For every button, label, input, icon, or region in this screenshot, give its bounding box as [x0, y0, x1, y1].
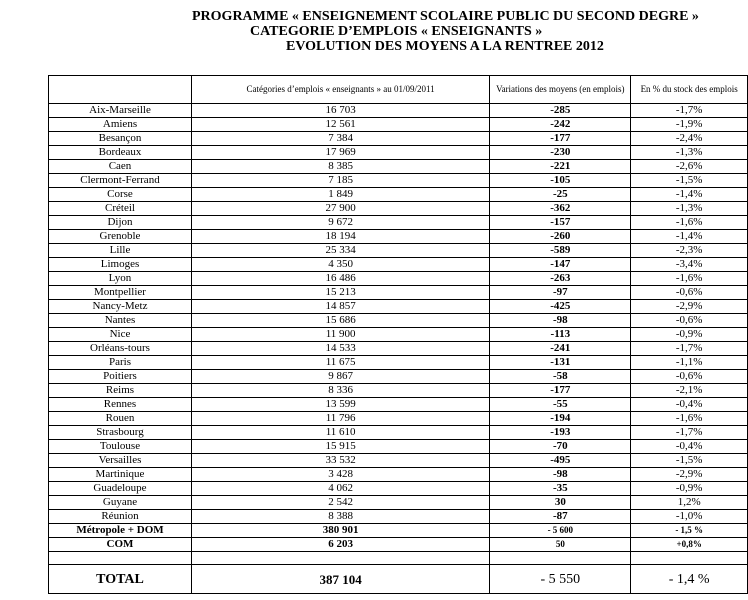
table-row: [49, 202, 748, 216]
cell-variation: -97: [490, 286, 631, 300]
header-pct: En % du stock des emplois: [631, 76, 748, 104]
cell-academie: Rennes: [49, 398, 192, 412]
table-row: [49, 468, 748, 482]
cell-stock: 18 194: [191, 230, 489, 244]
cell-percent: -2,6%: [631, 160, 748, 174]
table-row: [49, 118, 748, 132]
table-row: [49, 384, 748, 398]
cell-variation: -177: [490, 132, 631, 146]
cell-percent: -2,1%: [631, 384, 748, 398]
cell-stock: 16 703: [191, 104, 489, 118]
cell-percent: -1,3%: [631, 202, 748, 216]
cell-percent: -1,4%: [631, 230, 748, 244]
cell-percent: -2,9%: [631, 300, 748, 314]
cell-academie: Limoges: [49, 258, 192, 272]
cell-academie: Orléans-tours: [49, 342, 192, 356]
table-row: [49, 538, 748, 552]
cell-percent: -1,7%: [631, 426, 748, 440]
cell-variation: -425: [490, 300, 631, 314]
cell-variation: -147: [490, 258, 631, 272]
table-row: [49, 230, 748, 244]
cell-stock: 33 532: [191, 454, 489, 468]
title-programme: PROGRAMME « ENSEIGNEMENT SCOLAIRE PUBLIC DU SECOND DEGRE »: [192, 9, 699, 24]
title-categorie: CATEGORIE D’EMPLOIS « ENSEIGNANTS »: [250, 24, 543, 39]
table-row: [49, 496, 748, 510]
cell-stock: 25 334: [191, 244, 489, 258]
table-header-row: [49, 76, 748, 104]
cell-percent: -1,7%: [631, 342, 748, 356]
table-row: [49, 565, 748, 594]
table-row: [49, 244, 748, 258]
cell-percent: -1,9%: [631, 118, 748, 132]
cell-academie: Versailles: [49, 454, 192, 468]
spacer-row: [49, 552, 748, 565]
cell-stock: 7 384: [191, 132, 489, 146]
cell-stock: 14 533: [191, 342, 489, 356]
cell-academie: Strasbourg: [49, 426, 192, 440]
table-row: [49, 272, 748, 286]
cell-percent: -0,4%: [631, 440, 748, 454]
cell-stock: 17 969: [191, 146, 489, 160]
cell-stock: 8 388: [191, 510, 489, 524]
cell-academie: Nancy-Metz: [49, 300, 192, 314]
cell-stock: 6 203: [191, 538, 489, 552]
table-row: [49, 342, 748, 356]
cell-academie: Guadeloupe: [49, 482, 192, 496]
cell-stock: 387 104: [191, 565, 489, 594]
cell-academie: Rouen: [49, 412, 192, 426]
cell-academie: Dijon: [49, 216, 192, 230]
cell-percent: 1,2%: [631, 496, 748, 510]
cell-variation: -193: [490, 426, 631, 440]
cell-percent: -0,9%: [631, 328, 748, 342]
cell-academie: Toulouse: [49, 440, 192, 454]
cell-academie: Paris: [49, 356, 192, 370]
table-row: [49, 328, 748, 342]
cell-variation: -35: [490, 482, 631, 496]
cell-variation: -194: [490, 412, 631, 426]
cell-stock: 14 857: [191, 300, 489, 314]
cell-percent: -1,0%: [631, 510, 748, 524]
cell-academie: Lille: [49, 244, 192, 258]
table-row: [49, 356, 748, 370]
cell-variation: -260: [490, 230, 631, 244]
cell-stock: 13 599: [191, 398, 489, 412]
cell-variation: -131: [490, 356, 631, 370]
table-row: [49, 104, 748, 118]
cell-variation: 50: [490, 538, 631, 552]
cell-academie: Aix-Marseille: [49, 104, 192, 118]
cell-stock: 15 686: [191, 314, 489, 328]
cell-stock: 4 350: [191, 258, 489, 272]
cell-percent: -0,6%: [631, 370, 748, 384]
cell-academie: Lyon: [49, 272, 192, 286]
table-row: [49, 300, 748, 314]
cell-stock: 7 185: [191, 174, 489, 188]
cell-variation: -241: [490, 342, 631, 356]
cell-variation: -98: [490, 468, 631, 482]
cell-variation: -87: [490, 510, 631, 524]
cell-academie: Grenoble: [49, 230, 192, 244]
cell-variation: -98: [490, 314, 631, 328]
cell-variation: 30: [490, 496, 631, 510]
cell-percent: -1,6%: [631, 216, 748, 230]
table-row: [49, 146, 748, 160]
cell-percent: - 1,4 %: [631, 565, 748, 594]
cell-stock: 12 561: [191, 118, 489, 132]
cell-stock: 9 672: [191, 216, 489, 230]
title-evolution: EVOLUTION DES MOYENS A LA RENTREE 2012: [286, 39, 604, 54]
header-categories: Catégories d’emplois « enseignants » au 01/09/2011: [191, 76, 489, 104]
cell-academie: Martinique: [49, 468, 192, 482]
cell-stock: 9 867: [191, 370, 489, 384]
cell-percent: -1,6%: [631, 412, 748, 426]
table-row: [49, 454, 748, 468]
table-row: [49, 524, 748, 538]
cell-percent: -1,5%: [631, 174, 748, 188]
cell-percent: -3,4%: [631, 258, 748, 272]
cell-academie: Clermont-Ferrand: [49, 174, 192, 188]
cell-stock: 8 336: [191, 384, 489, 398]
cell-variation: -242: [490, 118, 631, 132]
cell-percent: +0,8%: [631, 538, 748, 552]
cell-academie: Amiens: [49, 118, 192, 132]
cell-percent: -1,4%: [631, 188, 748, 202]
table-row: [49, 440, 748, 454]
table-row: [49, 412, 748, 426]
cell-academie: Reims: [49, 384, 192, 398]
cell-percent: -0,9%: [631, 482, 748, 496]
cell-stock: 11 675: [191, 356, 489, 370]
cell-variation: -58: [490, 370, 631, 384]
cell-variation: -55: [490, 398, 631, 412]
table-row: [49, 314, 748, 328]
cell-academie: Guyane: [49, 496, 192, 510]
cell-stock: 15 213: [191, 286, 489, 300]
cell-variation: - 5 550: [490, 565, 631, 594]
cell-academie: COM: [49, 538, 192, 552]
cell-variation: -25: [490, 188, 631, 202]
cell-percent: -1,7%: [631, 104, 748, 118]
table-row: [49, 132, 748, 146]
table-row: [49, 482, 748, 496]
cell-academie: Corse: [49, 188, 192, 202]
cell-academie: Caen: [49, 160, 192, 174]
cell-stock: 4 062: [191, 482, 489, 496]
cell-stock: 27 900: [191, 202, 489, 216]
cell-variation: -362: [490, 202, 631, 216]
moyens-table: [48, 75, 748, 594]
table-row: [49, 426, 748, 440]
header-academie: [49, 76, 192, 104]
cell-academie: Métropole + DOM: [49, 524, 192, 538]
cell-academie: Réunion: [49, 510, 192, 524]
table-row: [49, 160, 748, 174]
cell-variation: -157: [490, 216, 631, 230]
cell-stock: 1 849: [191, 188, 489, 202]
cell-academie: Montpellier: [49, 286, 192, 300]
cell-percent: -1,5%: [631, 454, 748, 468]
cell-percent: -0,4%: [631, 398, 748, 412]
cell-academie: Créteil: [49, 202, 192, 216]
cell-stock: 380 901: [191, 524, 489, 538]
table-row: [49, 174, 748, 188]
cell-percent: -2,9%: [631, 468, 748, 482]
cell-academie: Nantes: [49, 314, 192, 328]
cell-variation: -113: [490, 328, 631, 342]
cell-percent: -2,4%: [631, 132, 748, 146]
cell-stock: 16 486: [191, 272, 489, 286]
cell-percent: -2,3%: [631, 244, 748, 258]
cell-academie: Poitiers: [49, 370, 192, 384]
table-row: [49, 216, 748, 230]
table-body: [49, 104, 748, 594]
cell-stock: 3 428: [191, 468, 489, 482]
cell-stock: 15 915: [191, 440, 489, 454]
cell-percent: -0,6%: [631, 314, 748, 328]
cell-variation: -177: [490, 384, 631, 398]
cell-percent: - 1,5 %: [631, 524, 748, 538]
cell-variation: - 5 600: [490, 524, 631, 538]
cell-percent: -1,1%: [631, 356, 748, 370]
cell-percent: -1,6%: [631, 272, 748, 286]
table-row: [49, 258, 748, 272]
cell-academie: Bordeaux: [49, 146, 192, 160]
cell-variation: -221: [490, 160, 631, 174]
cell-variation: -230: [490, 146, 631, 160]
cell-academie: Nice: [49, 328, 192, 342]
cell-percent: -0,6%: [631, 286, 748, 300]
cell-percent: -1,3%: [631, 146, 748, 160]
cell-academie: Besançon: [49, 132, 192, 146]
cell-stock: 11 900: [191, 328, 489, 342]
cell-stock: 11 796: [191, 412, 489, 426]
cell-variation: -105: [490, 174, 631, 188]
cell-variation: -589: [490, 244, 631, 258]
cell-stock: 8 385: [191, 160, 489, 174]
header-variations: Variations des moyens (en emplois): [490, 76, 631, 104]
table-row: [49, 370, 748, 384]
table-row: [49, 188, 748, 202]
cell-variation: -285: [490, 104, 631, 118]
cell-variation: -70: [490, 440, 631, 454]
cell-stock: 2 542: [191, 496, 489, 510]
cell-variation: -495: [490, 454, 631, 468]
cell-variation: -263: [490, 272, 631, 286]
cell-academie: TOTAL: [49, 565, 192, 594]
table-row: [49, 398, 748, 412]
table-row: [49, 510, 748, 524]
table-row: [49, 286, 748, 300]
cell-stock: 11 610: [191, 426, 489, 440]
